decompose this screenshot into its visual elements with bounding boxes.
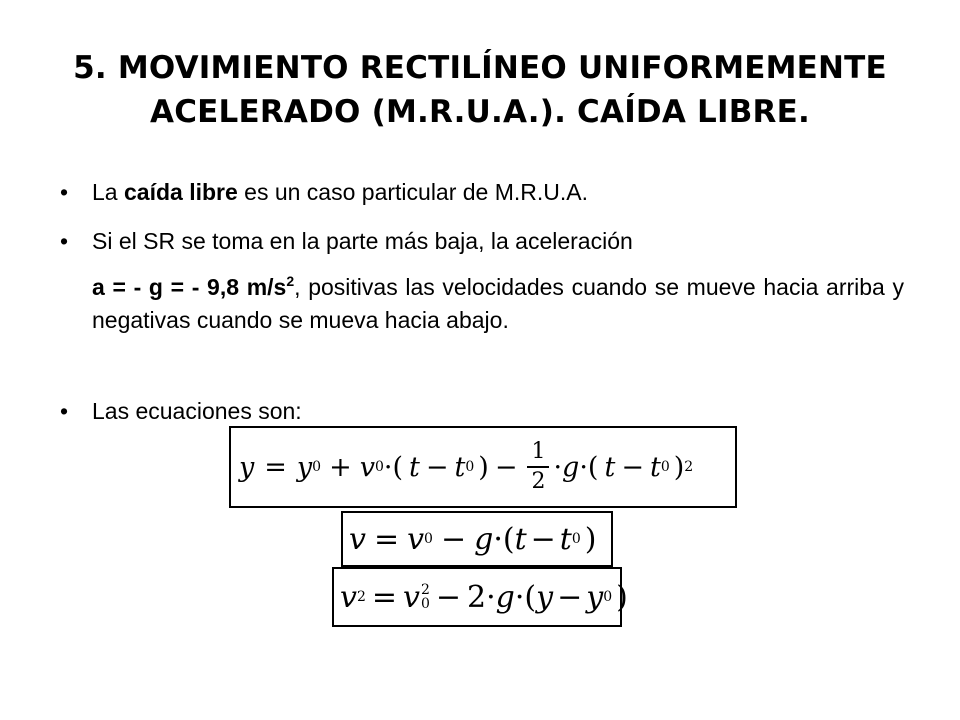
eq2-minus: −	[440, 521, 467, 557]
equation-velocity-squared: v 2 = v 2 0 − 2 · g ·( y − y 0 )	[332, 567, 622, 627]
eq1-frac-bar	[527, 466, 549, 468]
eq1-minus-2: −	[494, 451, 518, 483]
bullet-text-2: Si el SR se toma en la parte más baja, la aceleración	[92, 228, 633, 254]
title-line-2: ACELERADO (M.R.U.A.). CAÍDA LIBRE.	[150, 94, 810, 130]
eq3-v: v	[340, 579, 357, 615]
acceleration-formula: a = - g = - 9,8 m/s	[92, 274, 287, 300]
eq1-t: t	[409, 451, 420, 483]
eq3-dot-paren: ·(	[514, 579, 537, 615]
bullet-1-pre: La	[92, 179, 124, 205]
eq1-minus-3: −	[621, 451, 644, 483]
eq1-v0: v	[359, 451, 375, 483]
bullet-1-bold: caída libre	[123, 179, 238, 205]
eq2-equals: =	[373, 521, 400, 557]
eq2-minus-2: −	[530, 521, 556, 557]
eq1-t-2: t	[604, 451, 616, 483]
eq1-t0-2: t	[649, 451, 661, 483]
eq1-close-paren: )	[478, 451, 489, 483]
eq3-g: g	[495, 579, 515, 615]
equation-velocity: v = v 0 − g ·( t − t 0 )	[341, 511, 613, 567]
eq1-plus: +	[329, 451, 352, 483]
bullet-1-post: es un caso particular de M.R.U.A.	[237, 179, 589, 205]
eq2-v: v	[349, 521, 366, 557]
eq2-t: t	[514, 521, 527, 557]
bullet-dot: •	[60, 179, 69, 205]
equation-position: y = y 0 + v 0 ·( t − t 0 ) − $\frac{1}{2}$ · g ·( t − t 0 ) 2	[229, 426, 737, 508]
eq3-y0: y	[586, 579, 604, 615]
eq3-minus: −	[435, 579, 462, 615]
eq3-two: 2	[467, 579, 487, 615]
eq3-v0: v	[403, 579, 420, 615]
eq1-fraction	[527, 440, 549, 494]
eq3-equals: =	[371, 579, 398, 615]
eq1-minus: −	[425, 451, 449, 483]
eq1-t0: t	[454, 451, 466, 483]
eq3-v0-scripts	[421, 583, 430, 611]
acceleration-exponent: 2	[286, 273, 295, 289]
eq1-g: g	[562, 451, 580, 483]
bullet-dot: •	[60, 398, 69, 424]
title-line-1: 5. MOVIMIENTO RECTILÍNEO UNIFORMEMENTE	[73, 50, 887, 86]
eq1-y0: y	[296, 451, 313, 483]
eq1-frac-den: 2	[531, 469, 546, 494]
eq3-v0-sub: 0	[420, 596, 430, 612]
bullet-text-1	[92, 177, 588, 207]
eq2-dot-paren: ·(	[493, 521, 515, 557]
eq3-v0-sup: 2	[420, 582, 430, 598]
bullet-text-3: Las ecuaciones son:	[92, 398, 302, 424]
eq3-y: y	[536, 579, 554, 615]
eq1-frac-num: 1	[531, 439, 546, 464]
eq3-minus-2: −	[557, 579, 583, 615]
eq1-equals: =	[264, 451, 287, 483]
eq2-v0: v	[407, 521, 425, 557]
eq1-close-paren-2: )	[673, 451, 685, 483]
eq2-g: g	[474, 521, 494, 557]
eq1-y: y	[239, 451, 255, 483]
eq2-close-paren: )	[584, 521, 597, 557]
bullet-2-rest: , positivas las velocidades cuando se mueve hacia arriba y negativas cuando se mueva hacia abajo.	[92, 274, 905, 333]
eq1-dot-paren: ·(	[383, 451, 404, 483]
bullet-2-continuation	[92, 271, 904, 337]
eq3-close-paren: )	[616, 579, 628, 615]
eq2-t0: t	[559, 521, 572, 557]
bullet-dot: •	[60, 228, 69, 254]
